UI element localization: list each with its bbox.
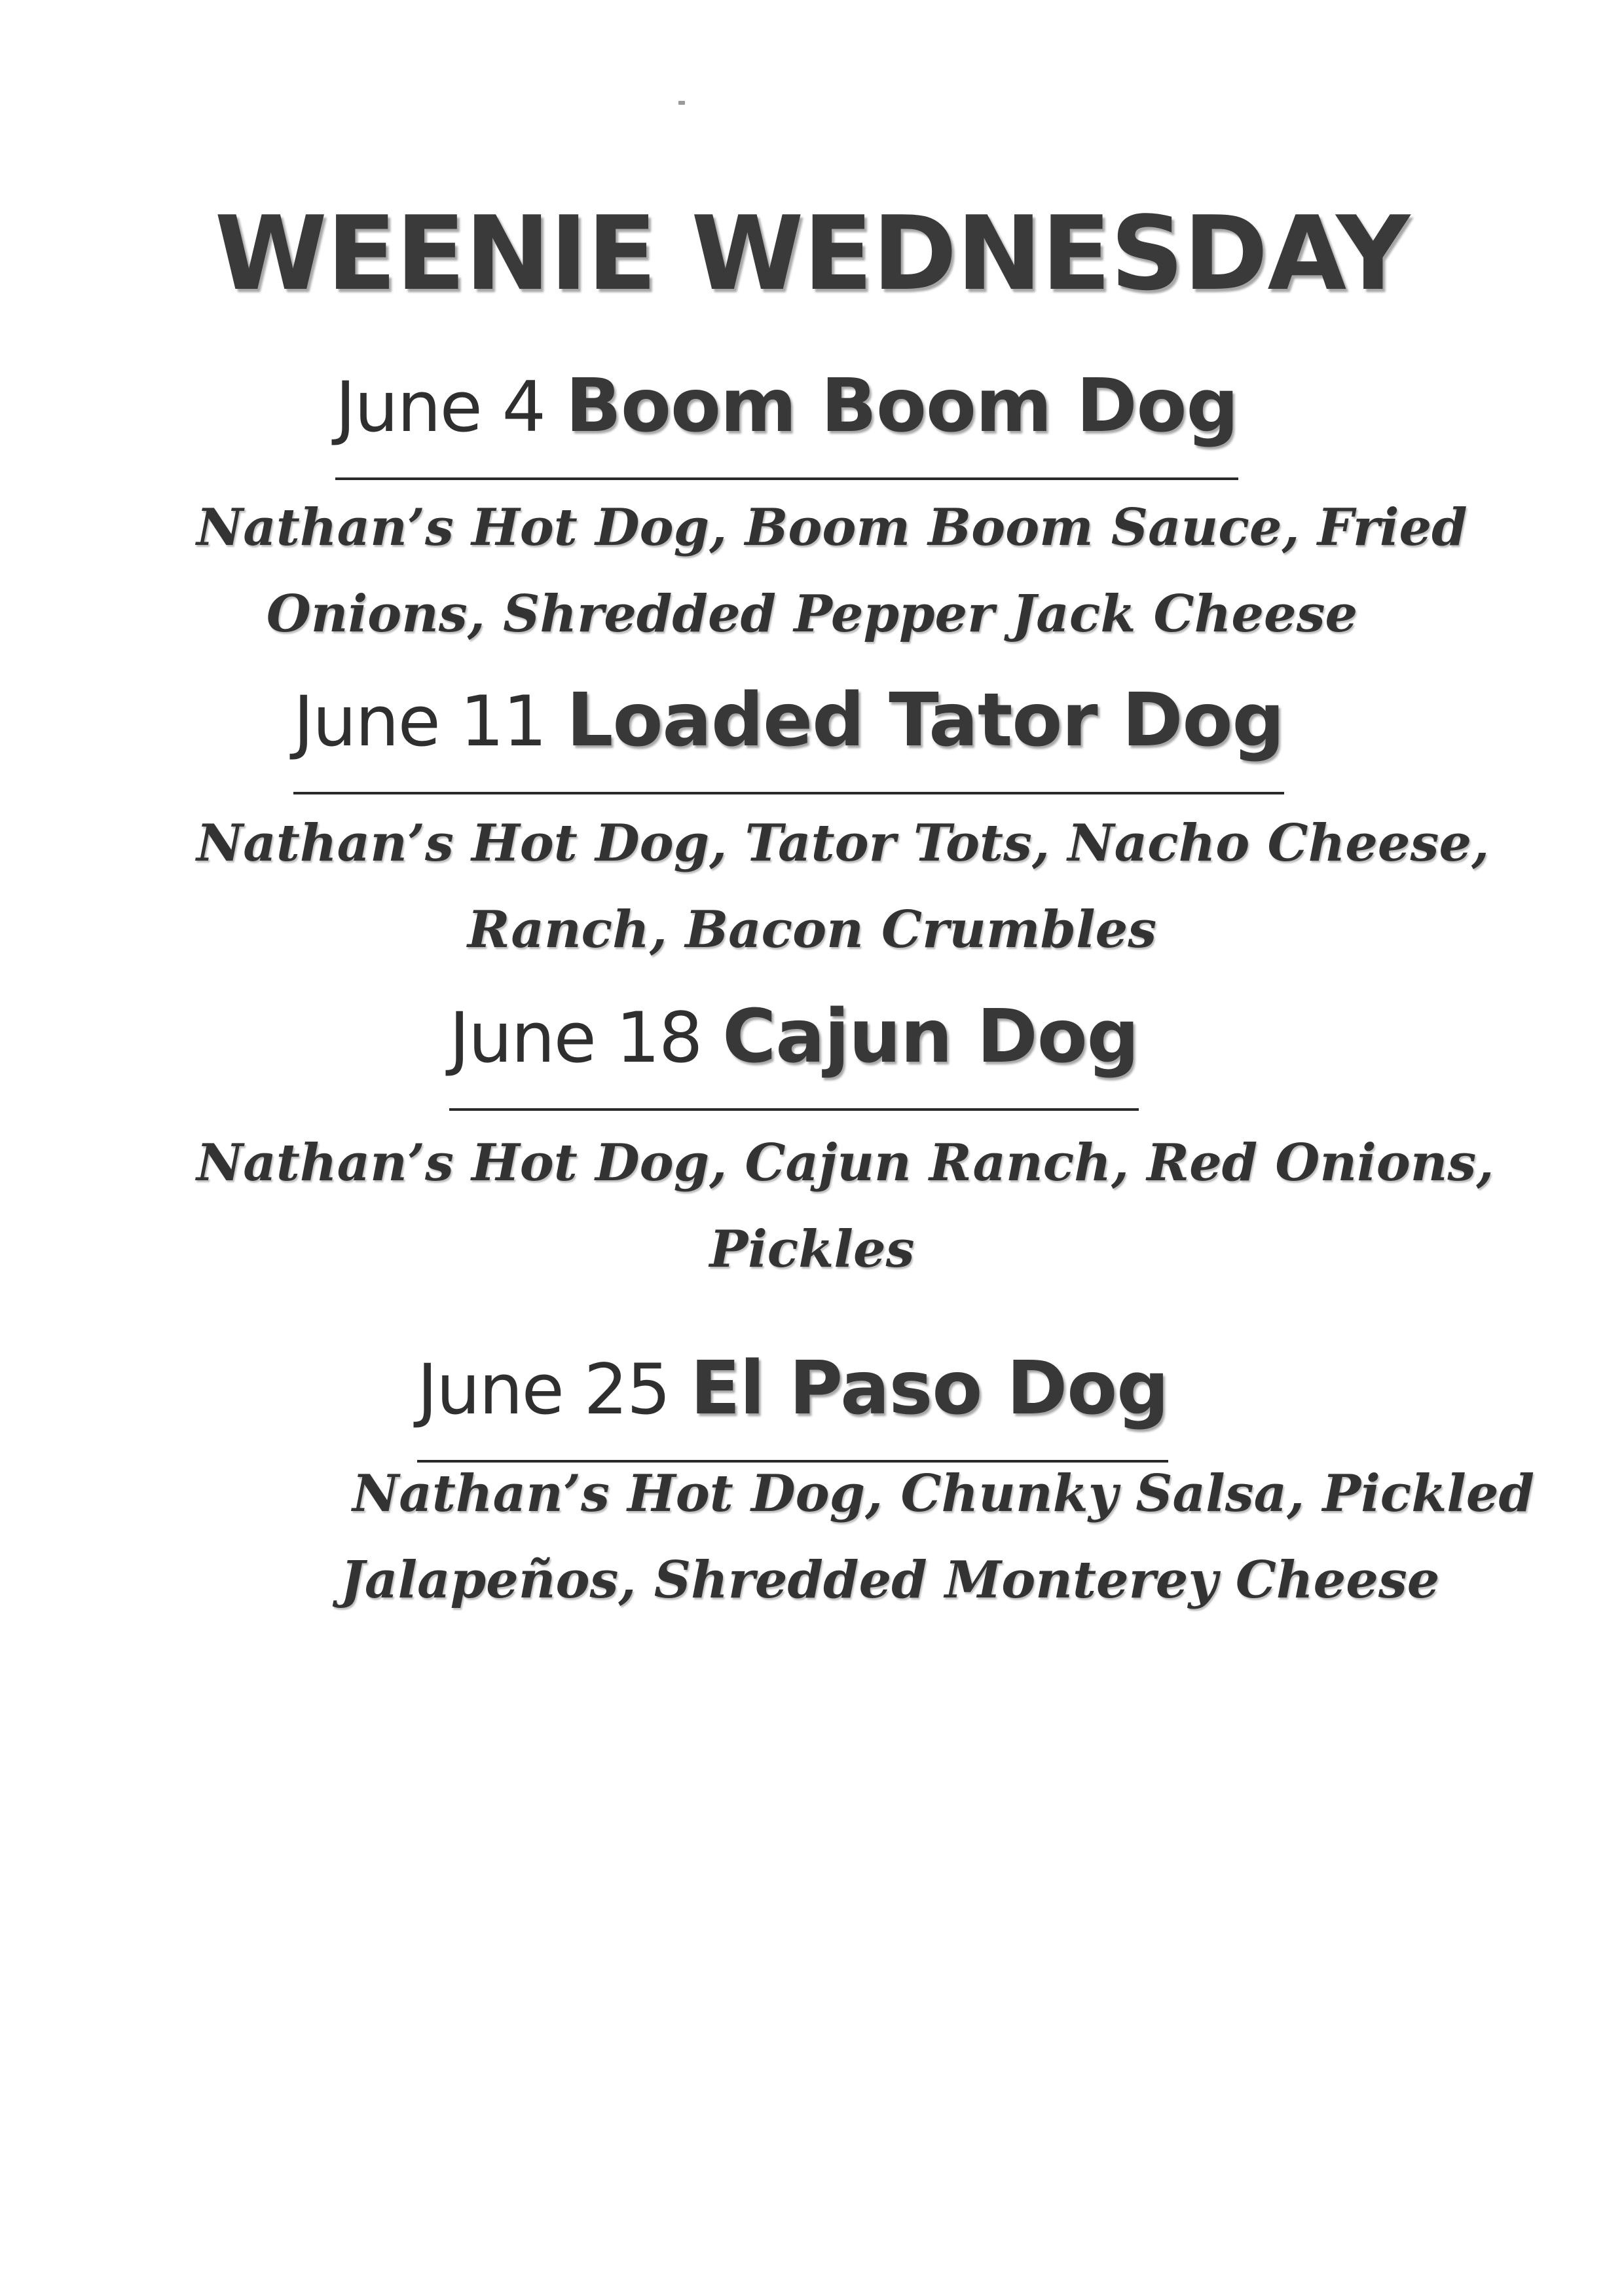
description-line: Pickles (709, 1220, 915, 1279)
description-line: Ranch, Bacon Crumbles (467, 900, 1157, 960)
menu-item-description (196, 800, 1490, 973)
menu-item-heading-june-25 (417, 1339, 1168, 1463)
description-line: Onions, Shredded Pepper Jack Cheese (266, 584, 1358, 644)
menu-item-heading-june-18 (449, 988, 1139, 1111)
menu-item-description (341, 1451, 1535, 1624)
menu-item-date: June 25 (417, 1349, 691, 1430)
menu-item-date: June 4 (335, 367, 566, 447)
menu-item-name: Boom Boom Dog (565, 364, 1238, 449)
description-line: Nathan’s Hot Dog, Cajun Ranch, Red Onions, (196, 1133, 1494, 1193)
menu-item-heading-june-11 (293, 671, 1284, 794)
menu-item-description (196, 1120, 1494, 1293)
menu-item-date: June 11 (293, 681, 567, 762)
menu-item-name: Loaded Tator Dog (566, 678, 1284, 763)
menu-item-heading-june-4 (335, 357, 1238, 480)
menu-item-name: El Paso Dog (690, 1346, 1169, 1431)
description-line: Nathan’s Hot Dog, Chunky Salsa, Pickled (352, 1464, 1535, 1523)
description-line: Nathan’s Hot Dog, Boom Boom Sauce, Fried (196, 498, 1467, 557)
description-line: Nathan’s Hot Dog, Tator Tots, Nacho Cheese, (196, 813, 1490, 873)
menu-item-date: June 18 (449, 998, 723, 1078)
menu-item-description (196, 485, 1467, 658)
scan-speck (678, 101, 685, 105)
description-line: Jalapeños, Shredded Monterey Cheese (341, 1550, 1440, 1610)
menu-item-name: Cajun Dog (722, 994, 1139, 1079)
page-title: WEENIE WEDNESDAY (214, 194, 1410, 313)
